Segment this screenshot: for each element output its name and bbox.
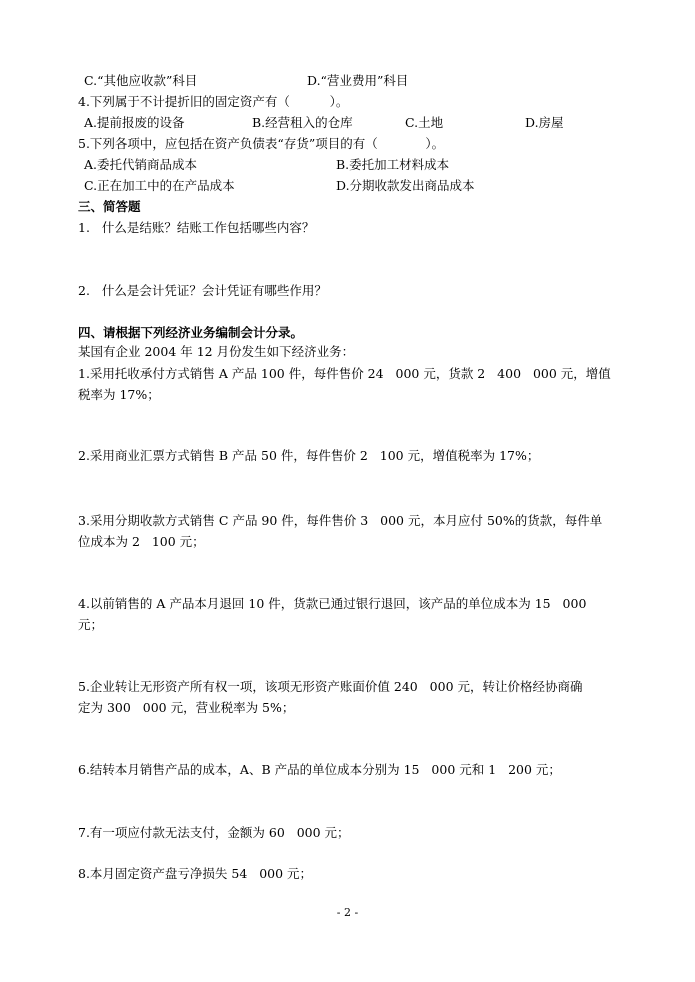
- entry-item-1-line-2: 税率为 17%；: [78, 387, 160, 402]
- section4-heading: 四、请根据下列经济业务编制会计分录。: [78, 325, 304, 340]
- entry-item-3-line-1: 3.采用分期收款方式销售 C 产品 90 件，每件售价 3 000 元，本月应付 50%的货款，每件单: [78, 513, 603, 528]
- entry-item-3-line-2: 位成本为 2 100 元；: [78, 534, 205, 549]
- q5-option-c: C.正在加工中的在产品成本: [84, 178, 235, 193]
- section4-intro: 某国有企业 2004 年 12 月份发生如下经济业务：: [78, 344, 355, 359]
- entry-item-5-line-1: 5.企业转让无形资产所有权一项，该项无形资产账面价值 240 000 元，转让价格经协商确: [78, 679, 583, 694]
- entry-item-2: 2.采用商业汇票方式销售 B 产品 50 件，每件售价 2 100 元，增值税率为 17%；: [78, 448, 540, 463]
- q4-option-c: C.土地: [405, 115, 444, 130]
- section3-question-1: 1. 什么是结账？结账工作包括哪些内容？: [78, 220, 315, 235]
- entry-item-5-line-2: 定为 300 000 元，营业税率为 5%；: [78, 700, 295, 715]
- q5-stem: 5.下列各项中，应包括在资产负债表“存货”项目的有（ ）。: [78, 136, 445, 151]
- q4-stem: 4.下列属于不计提折旧的固定资产有（ ）。: [78, 94, 349, 109]
- q5-option-a: A.委托代销商品成本: [84, 157, 198, 172]
- q4-option-a: A.提前报废的设备: [84, 115, 185, 130]
- page-number: - 2 -: [336, 906, 359, 919]
- entry-item-6: 6.结转本月销售产品的成本，A、B 产品的单位成本分别为 15 000 元和 1 200 元；: [78, 762, 561, 777]
- q5-option-b: B.委托加工材料成本: [336, 157, 450, 172]
- entry-item-1-line-1: 1.采用托收承付方式销售 A 产品 100 件，每件售价 24 000 元，货款 2 400 000 元，增值: [78, 366, 611, 381]
- entry-item-7: 7.有一项应付款无法支付，金额为 60 000 元；: [78, 825, 350, 840]
- entry-item-8: 8.本月固定资产盘亏净损失 54 000 元；: [78, 866, 313, 881]
- q3-option-c: C.“其他应收款”科目: [84, 73, 198, 88]
- entry-item-4-line-2: 元；: [78, 617, 104, 632]
- q3-option-d: D.“营业费用”科目: [307, 73, 409, 88]
- section3-question-2: 2. 什么是会计凭证？会计凭证有哪些作用？: [78, 283, 327, 298]
- section3-heading: 三、简答题: [78, 199, 141, 214]
- entry-item-4-line-1: 4.以前销售的 A 产品本月退回 10 件，货款已通过银行退回，该产品的单位成本为 15 000: [78, 596, 587, 611]
- q5-option-d: D.分期收款发出商品成本: [336, 178, 475, 193]
- q4-option-b: B.经营租入的仓库: [252, 115, 353, 130]
- q4-option-d: D.房屋: [525, 115, 564, 130]
